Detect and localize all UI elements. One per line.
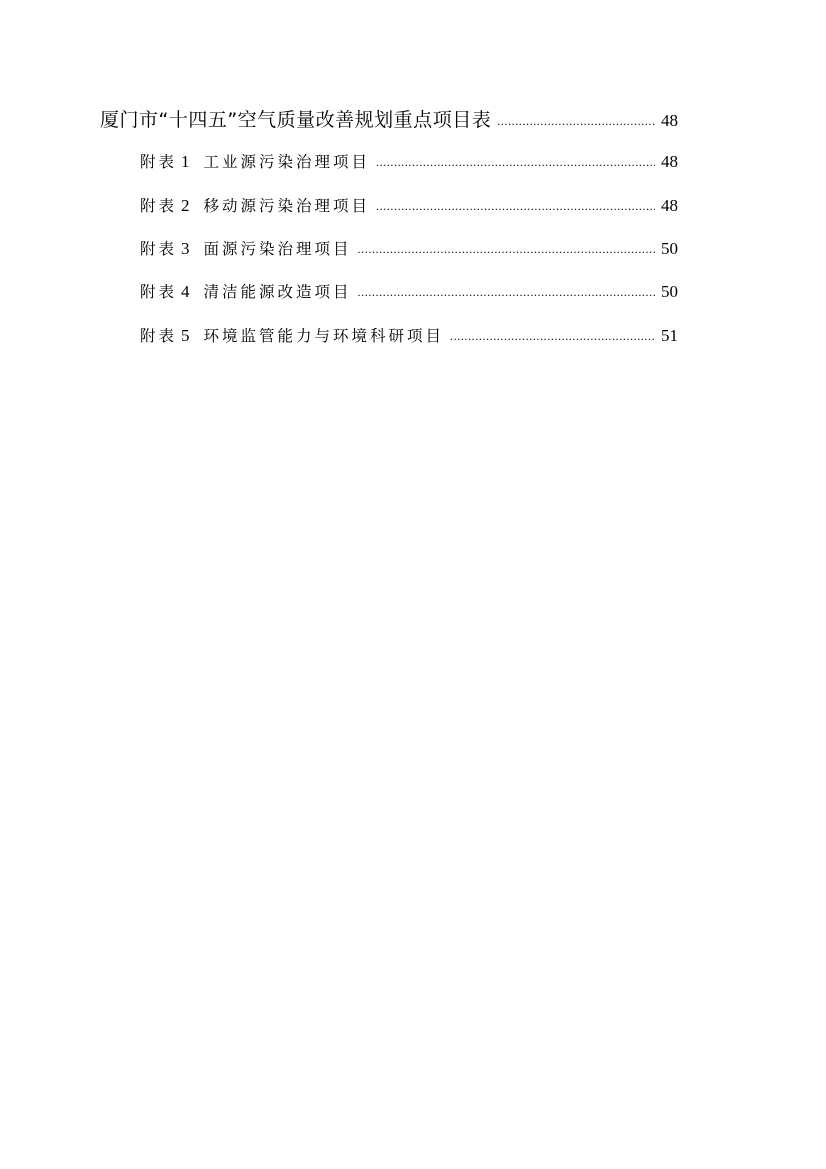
toc-leader-dots	[376, 150, 655, 174]
toc-entry-number: 3	[181, 239, 190, 258]
toc-entry-appendix-1[interactable]	[140, 150, 678, 175]
toc-entry-number: 4	[181, 282, 190, 301]
toc-page-number: 48	[661, 111, 678, 130]
toc-entry-main[interactable]	[100, 106, 678, 136]
toc-entry-title: 环境监管能力与环境科研项目	[203, 327, 445, 345]
toc-entry-prefix: 附表	[140, 327, 178, 345]
toc-entry-number: 2	[181, 196, 190, 215]
toc-entry-title: 厦门市“十四五”空气质量改善规划重点项目表	[100, 109, 492, 131]
toc-entry-number: 5	[181, 326, 190, 345]
toc-entry-prefix: 附表	[140, 197, 178, 215]
toc-leader-dots	[497, 107, 655, 135]
toc-leader-dots	[376, 194, 655, 218]
toc-entry-appendix-4[interactable]	[140, 280, 678, 305]
toc-entry-title: 工业源污染治理项目	[203, 153, 371, 171]
toc-entry-appendix-3[interactable]	[140, 237, 678, 262]
toc-leader-dots	[358, 237, 655, 261]
toc-entry-prefix: 附表	[140, 153, 178, 171]
toc-entry-prefix: 附表	[140, 283, 178, 301]
toc-entry-appendix-2[interactable]	[140, 194, 678, 219]
toc-page-number: 48	[661, 196, 678, 215]
toc-entry-title: 移动源污染治理项目	[203, 197, 371, 215]
toc-page-number: 48	[661, 152, 678, 171]
toc-leader-dots	[450, 324, 655, 348]
toc-entry-number: 1	[181, 152, 190, 171]
toc-entry-title: 面源污染治理项目	[203, 240, 352, 258]
toc-entry-title: 清洁能源改造项目	[203, 283, 352, 301]
toc-entry-appendix-5[interactable]	[140, 324, 678, 349]
toc-entry-prefix: 附表	[140, 240, 178, 258]
toc-page-number: 50	[661, 282, 678, 301]
toc-page-number: 50	[661, 239, 678, 258]
toc-page-number: 51	[661, 326, 678, 345]
toc-leader-dots	[358, 280, 655, 304]
